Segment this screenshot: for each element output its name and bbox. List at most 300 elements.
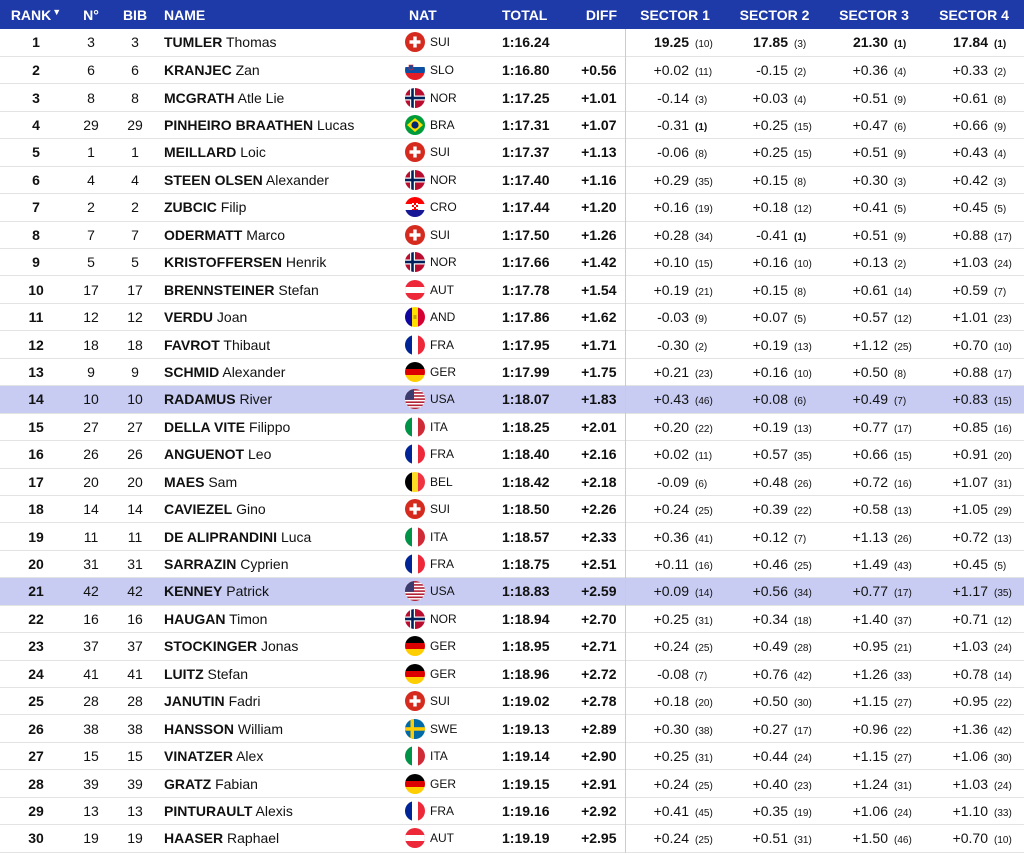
- sector-time: +0.19: [752, 418, 788, 435]
- header-row: [0, 0, 1024, 29]
- switzerland-flag-icon: [405, 142, 425, 162]
- athlete-name[interactable]: [160, 523, 405, 550]
- sector-4-cell: [924, 386, 1024, 413]
- nation-cell: [405, 84, 490, 111]
- bib-cell: 31: [127, 556, 143, 573]
- sector-time: +0.57: [852, 309, 888, 326]
- sector-time: +1.03: [952, 638, 988, 655]
- result-row[interactable]: [0, 111, 1024, 138]
- athlete-name[interactable]: [160, 303, 405, 330]
- athlete-first-name: Alex: [236, 748, 264, 765]
- sector-position: (42): [794, 670, 812, 682]
- sector-time: +0.24: [653, 638, 689, 655]
- nation-code: FRA: [430, 803, 454, 818]
- athlete-first-name: Jonas: [260, 638, 299, 655]
- sector-4-cell: [924, 84, 1024, 111]
- result-row[interactable]: [0, 331, 1024, 358]
- sector-time: +1.36: [952, 720, 988, 737]
- bib-cell: 26: [127, 446, 143, 463]
- athlete-name[interactable]: [160, 139, 405, 166]
- result-row[interactable]: [0, 770, 1024, 797]
- sector-1-cell: [625, 386, 725, 413]
- sector-2-cell: [725, 633, 824, 660]
- bib-cell: 29: [127, 117, 143, 134]
- sector-time: +0.30: [852, 171, 888, 188]
- nation-code: SUI: [430, 35, 451, 50]
- sector-position: (10): [994, 341, 1012, 353]
- total-time: 1:16.80: [502, 62, 550, 79]
- athlete-name[interactable]: [160, 194, 405, 221]
- sector-3-cell: [824, 770, 924, 797]
- total-time: 1:17.40: [502, 171, 550, 188]
- norway-flag-icon: [405, 252, 425, 272]
- result-row[interactable]: [0, 578, 1024, 605]
- nation-code: NOR: [430, 255, 457, 270]
- athlete-name[interactable]: [160, 605, 405, 632]
- sector-time: -0.09: [657, 473, 689, 490]
- nation-cell: [405, 605, 490, 632]
- sector-position: (27): [894, 753, 912, 765]
- athlete-first-name: Zan: [235, 62, 260, 79]
- sector-time: +1.12: [852, 336, 888, 353]
- rank-cell: 25: [28, 693, 44, 710]
- col-diff[interactable]: DIFF: [585, 6, 617, 23]
- number-cell: 17: [83, 281, 99, 298]
- sector-position: (28): [794, 643, 812, 655]
- sector-3-cell: [824, 742, 924, 769]
- sector-time: +0.88: [952, 226, 988, 243]
- sector-position: (41): [695, 533, 713, 545]
- sector-3-cell: [824, 633, 924, 660]
- sector-3-cell: [824, 578, 924, 605]
- result-row[interactable]: [0, 386, 1024, 413]
- sector-4-cell: [924, 29, 1024, 56]
- sector-time: +0.59: [952, 281, 988, 298]
- result-row[interactable]: [0, 797, 1024, 824]
- sector-position: (25): [794, 561, 812, 573]
- sector-1-cell: [625, 221, 725, 248]
- number-cell: 26: [83, 446, 99, 463]
- nation-code: CRO: [430, 200, 457, 215]
- athlete-name[interactable]: [160, 633, 405, 660]
- bib-cell: 19: [127, 830, 143, 847]
- diff-time: +2.89: [581, 720, 617, 737]
- sector-time: +0.29: [653, 171, 689, 188]
- result-row[interactable]: [0, 495, 1024, 522]
- result-row[interactable]: [0, 523, 1024, 550]
- germany-flag-icon: [405, 664, 425, 684]
- number-cell: 38: [83, 720, 99, 737]
- sector-2-cell: [725, 84, 824, 111]
- nation-code: AUT: [430, 831, 454, 846]
- total-time: 1:17.95: [502, 336, 550, 353]
- total-time: 1:16.24: [502, 34, 550, 51]
- diff-time: +1.13: [581, 144, 617, 161]
- sector-position: (30): [994, 753, 1012, 765]
- col-sector-3[interactable]: SECTOR 3: [839, 6, 909, 23]
- athlete-last-name: LUITZ: [164, 665, 204, 682]
- sector-position: (19): [695, 204, 713, 216]
- sector-1-cell: [625, 56, 725, 83]
- athlete-first-name: Thomas: [225, 34, 277, 51]
- sector-time: +0.42: [952, 171, 988, 188]
- athlete-name[interactable]: [160, 797, 405, 824]
- sector-3-cell: [824, 495, 924, 522]
- total-time: 1:19.16: [502, 802, 550, 819]
- sector-time: 17.84: [952, 34, 988, 51]
- sector-3-cell: [824, 358, 924, 385]
- slovenia-flag-icon: [405, 60, 425, 80]
- athlete-first-name: Joan: [216, 309, 248, 326]
- sector-position: (8): [695, 149, 708, 161]
- sector-position: (21): [695, 286, 713, 298]
- sector-time: +1.10: [952, 802, 988, 819]
- athlete-name[interactable]: [160, 550, 405, 577]
- sector-time: +1.50: [852, 830, 888, 847]
- athlete-name[interactable]: [160, 413, 405, 440]
- number-cell: 19: [83, 830, 99, 847]
- sector-time: -0.08: [657, 665, 689, 682]
- sector-2-cell: [725, 523, 824, 550]
- nation-cell: [405, 56, 490, 83]
- sector-position: (14): [894, 286, 912, 298]
- col-nat[interactable]: NAT: [409, 6, 437, 23]
- sector-position: (27): [894, 698, 912, 710]
- athlete-first-name: Alexander: [222, 363, 286, 380]
- sector-3-cell: [824, 331, 924, 358]
- sector-1-cell: [625, 194, 725, 221]
- athlete-name[interactable]: [160, 441, 405, 468]
- sector-time: +0.36: [852, 62, 888, 79]
- diff-time: +1.26: [581, 226, 617, 243]
- sector-position: (7): [994, 286, 1007, 298]
- sector-2-cell: [725, 550, 824, 577]
- nation-code: NOR: [430, 611, 457, 626]
- athlete-name[interactable]: [160, 111, 405, 138]
- result-row[interactable]: [0, 660, 1024, 687]
- sector-4-cell: [924, 523, 1024, 550]
- number-cell: 27: [83, 418, 99, 435]
- total-time: 1:17.25: [502, 89, 550, 106]
- diff-time: +0.56: [581, 62, 617, 79]
- nation-code: GER: [430, 666, 457, 681]
- sector-position: (5): [794, 314, 807, 326]
- rank-cell: 28: [28, 775, 44, 792]
- athlete-last-name: HAASER: [164, 830, 224, 847]
- rank-cell: 14: [28, 391, 44, 408]
- sector-4-cell: [924, 770, 1024, 797]
- sector-position: (22): [794, 506, 812, 518]
- sector-time: +0.71: [952, 610, 988, 627]
- sector-2-cell: [725, 605, 824, 632]
- nation-cell: [405, 797, 490, 824]
- athlete-name[interactable]: [160, 660, 405, 687]
- nation-code: FRA: [430, 447, 454, 462]
- total-time: 1:18.42: [502, 473, 550, 490]
- sector-1-cell: [625, 797, 725, 824]
- total-time: 1:18.50: [502, 501, 550, 518]
- col-name[interactable]: NAME: [164, 6, 206, 23]
- result-row[interactable]: [0, 249, 1024, 276]
- athlete-name[interactable]: [160, 276, 405, 303]
- nation-code: AUT: [430, 282, 454, 297]
- sector-2-cell: [725, 111, 824, 138]
- total-time: 1:18.95: [502, 638, 550, 655]
- sector-time: +1.40: [852, 610, 888, 627]
- diff-time: +2.70: [581, 610, 617, 627]
- austria-flag-icon: [405, 280, 425, 300]
- sector-time: +1.05: [952, 501, 988, 518]
- sector-1-cell: [625, 139, 725, 166]
- sector-position: (20): [695, 698, 713, 710]
- sector-3-cell: [824, 276, 924, 303]
- sector-time: 17.85: [752, 34, 788, 51]
- sector-position: (1): [994, 39, 1007, 51]
- athlete-first-name: Lucas: [316, 117, 355, 134]
- rank-cell: 18: [28, 501, 44, 518]
- col-total[interactable]: TOTAL: [502, 6, 548, 23]
- nation-code: GER: [430, 639, 457, 654]
- diff-time: +2.01: [581, 418, 617, 435]
- number-cell: 41: [83, 665, 99, 682]
- sector-position: (31): [894, 780, 912, 792]
- athlete-name[interactable]: [160, 770, 405, 797]
- athlete-last-name: FAVROT: [164, 336, 220, 353]
- sector-position: (12): [894, 314, 912, 326]
- bib-cell: 10: [127, 391, 143, 408]
- sector-1-cell: [625, 633, 725, 660]
- result-row[interactable]: [0, 56, 1024, 83]
- sector-time: +0.16: [752, 254, 788, 271]
- rank-cell: 1: [32, 34, 40, 51]
- diff-time: +1.01: [581, 89, 617, 106]
- athlete-last-name: KENNEY: [164, 583, 223, 600]
- result-row[interactable]: [0, 139, 1024, 166]
- athlete-name[interactable]: [160, 386, 405, 413]
- result-row[interactable]: [0, 194, 1024, 221]
- result-row[interactable]: [0, 633, 1024, 660]
- sector-position: (11): [695, 67, 713, 79]
- sector-position: (17): [794, 725, 812, 737]
- total-time: 1:19.02: [502, 693, 550, 710]
- germany-flag-icon: [405, 636, 425, 656]
- nation-code: FRA: [430, 337, 454, 352]
- athlete-name[interactable]: [160, 166, 405, 193]
- athlete-first-name: Stefan: [207, 665, 249, 682]
- sector-time: +1.07: [952, 473, 988, 490]
- athlete-name[interactable]: [160, 249, 405, 276]
- result-row[interactable]: [0, 276, 1024, 303]
- diff-time: +2.71: [581, 638, 617, 655]
- result-row[interactable]: [0, 413, 1024, 440]
- sector-time: +0.51: [752, 830, 788, 847]
- sector-position: (13): [794, 423, 812, 435]
- sector-4-cell: [924, 166, 1024, 193]
- sector-position: (17): [994, 368, 1012, 380]
- sector-2-cell: [725, 358, 824, 385]
- athlete-name[interactable]: [160, 331, 405, 358]
- athlete-name[interactable]: [160, 742, 405, 769]
- athlete-name[interactable]: [160, 358, 405, 385]
- athlete-name[interactable]: [160, 221, 405, 248]
- athlete-first-name: Cyprien: [240, 556, 289, 573]
- sector-position: (21): [894, 643, 912, 655]
- total-time: 1:19.14: [502, 748, 550, 765]
- athlete-name[interactable]: [160, 578, 405, 605]
- result-row[interactable]: [0, 550, 1024, 577]
- result-row[interactable]: [0, 84, 1024, 111]
- col-sector-4[interactable]: SECTOR 4: [939, 6, 1009, 23]
- sector-1-cell: [625, 29, 725, 56]
- rank-cell: 3: [32, 89, 40, 106]
- sector-position: (31): [794, 835, 812, 847]
- col-rank[interactable]: RANK▼: [10, 6, 62, 23]
- sector-2-cell: [725, 194, 824, 221]
- athlete-name[interactable]: [160, 468, 405, 495]
- andorra-flag-icon: [405, 307, 425, 327]
- norway-flag-icon: [405, 88, 425, 108]
- result-row[interactable]: [0, 605, 1024, 632]
- sector-time: +0.66: [952, 117, 988, 134]
- athlete-name[interactable]: [160, 688, 405, 715]
- athlete-name[interactable]: [160, 29, 405, 56]
- sector-3-cell: [824, 605, 924, 632]
- result-row[interactable]: [0, 742, 1024, 769]
- bib-cell: 28: [127, 693, 143, 710]
- sector-position: (10): [794, 368, 812, 380]
- bib-cell: 14: [127, 501, 143, 518]
- sector-time: +0.36: [653, 528, 689, 545]
- athlete-name[interactable]: [160, 84, 405, 111]
- bib-cell: 20: [127, 473, 143, 490]
- nation-code: ITA: [430, 529, 448, 544]
- sector-time: +1.24: [852, 775, 888, 792]
- sector-time: +1.06: [952, 748, 988, 765]
- sector-position: (18): [794, 615, 812, 627]
- sector-1-cell: [625, 770, 725, 797]
- sector-2-cell: [725, 825, 824, 852]
- sector-4-cell: [924, 276, 1024, 303]
- result-row[interactable]: [0, 303, 1024, 330]
- number-cell: 16: [83, 610, 99, 627]
- result-row[interactable]: [0, 825, 1024, 852]
- sector-time: -0.31: [657, 117, 689, 134]
- sector-position: (25): [894, 341, 912, 353]
- sector-time: +0.13: [852, 254, 888, 271]
- result-row[interactable]: [0, 441, 1024, 468]
- sector-time: +0.19: [653, 281, 689, 298]
- result-row[interactable]: [0, 468, 1024, 495]
- sector-position: (15): [794, 122, 812, 134]
- sector-position: (2): [994, 67, 1007, 79]
- bib-cell: 2: [131, 199, 139, 216]
- athlete-last-name: STOCKINGER: [164, 638, 258, 655]
- nation-cell: [405, 221, 490, 248]
- sector-time: +1.15: [852, 748, 888, 765]
- sector-position: (15): [695, 259, 713, 271]
- col-bib[interactable]: BIB: [122, 6, 148, 23]
- sector-position: (35): [695, 176, 713, 188]
- sector-position: (6): [894, 122, 907, 134]
- result-row[interactable]: [0, 221, 1024, 248]
- sector-1-cell: [625, 166, 725, 193]
- brazil-flag-icon: [405, 115, 425, 135]
- col-sector-1[interactable]: SECTOR 1: [640, 6, 710, 23]
- sector-position: (22): [994, 698, 1012, 710]
- sector-2-cell: [725, 468, 824, 495]
- athlete-first-name: Luca: [280, 528, 312, 545]
- sector-time: +0.61: [852, 281, 888, 298]
- sector-position: (7): [695, 670, 708, 682]
- number-cell: 18: [83, 336, 99, 353]
- france-flag-icon: [405, 554, 425, 574]
- result-row[interactable]: [0, 358, 1024, 385]
- rank-cell: 30: [28, 830, 44, 847]
- athlete-first-name: Fabian: [215, 775, 258, 792]
- sector-time: +0.07: [752, 309, 788, 326]
- sector-position: (16): [994, 423, 1012, 435]
- bib-cell: 5: [131, 254, 139, 271]
- nation-cell: [405, 276, 490, 303]
- athlete-name[interactable]: [160, 495, 405, 522]
- nation-cell: [405, 441, 490, 468]
- sector-position: (42): [994, 725, 1012, 737]
- rank-cell: 19: [28, 528, 44, 545]
- sector-position: (24): [794, 753, 812, 765]
- number-cell: 1: [87, 144, 95, 161]
- rank-cell: 10: [28, 281, 44, 298]
- nation-cell: [405, 358, 490, 385]
- croatia-flag-icon: [405, 197, 425, 217]
- sector-4-cell: [924, 358, 1024, 385]
- sector-position: (26): [794, 478, 812, 490]
- diff-time: +1.75: [581, 363, 617, 380]
- sector-time: +0.78: [952, 665, 988, 682]
- athlete-last-name: VERDU: [164, 309, 214, 326]
- sector-3-cell: [824, 166, 924, 193]
- sector-3-cell: [824, 111, 924, 138]
- nation-cell: [405, 770, 490, 797]
- nation-cell: [405, 550, 490, 577]
- result-row[interactable]: [0, 715, 1024, 742]
- sector-position: (33): [894, 670, 912, 682]
- sector-position: (1): [894, 39, 907, 51]
- nation-code: SUI: [430, 145, 451, 160]
- col-no[interactable]: N°: [83, 6, 99, 23]
- sector-4-cell: [924, 633, 1024, 660]
- sort-desc-icon[interactable]: ▼: [52, 6, 62, 17]
- result-row[interactable]: [0, 688, 1024, 715]
- bib-cell: 4: [131, 171, 139, 188]
- athlete-last-name: SCHMID: [164, 363, 220, 380]
- result-row[interactable]: [0, 166, 1024, 193]
- sector-time: +0.76: [752, 665, 788, 682]
- col-sector-2[interactable]: SECTOR 2: [739, 6, 810, 23]
- result-row[interactable]: [0, 29, 1024, 56]
- sector-position: (14): [695, 588, 713, 600]
- nation-cell: [405, 468, 490, 495]
- nation-cell: [405, 166, 490, 193]
- sector-3-cell: [824, 468, 924, 495]
- sector-time: +0.16: [653, 199, 689, 216]
- bib-cell: 11: [127, 528, 143, 545]
- athlete-name[interactable]: [160, 56, 405, 83]
- bib-cell: 1: [131, 144, 139, 161]
- rank-cell: 9: [32, 254, 40, 271]
- athlete-name[interactable]: [160, 715, 405, 742]
- sector-position: (46): [695, 396, 713, 408]
- athlete-name[interactable]: [160, 825, 405, 852]
